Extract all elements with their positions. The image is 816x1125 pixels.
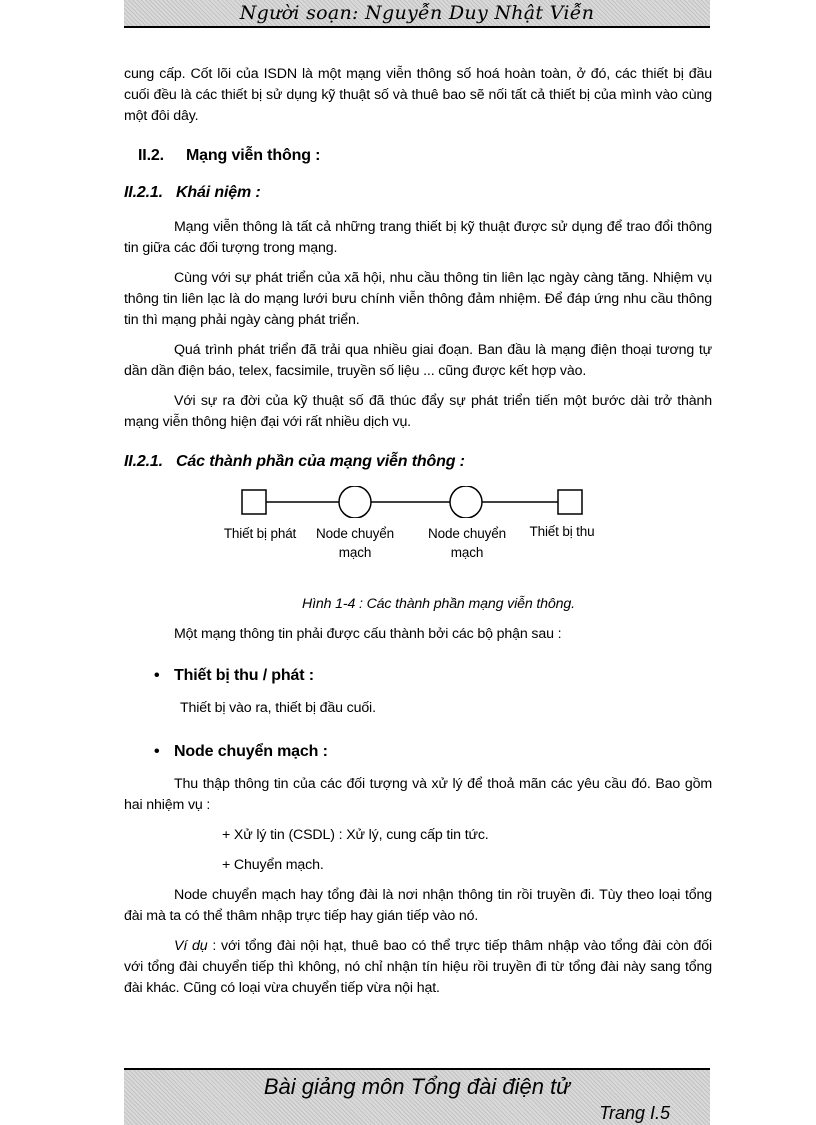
label-receiver: Thiết bị thu — [529, 524, 595, 539]
switch-node-circle — [339, 486, 371, 518]
bullet-dot: • — [154, 743, 160, 760]
bullet-transceiver — [154, 665, 712, 686]
subsection-number: II.2.1. — [124, 453, 163, 470]
bullet-switch-node — [154, 741, 712, 762]
label-transmitter: Thiết bị phát — [223, 526, 297, 541]
label-switch-node-1: Node chuyển mạch — [316, 526, 394, 560]
switch-node-circle — [450, 486, 482, 518]
bullet-title: Node chuyển mạch : — [174, 743, 328, 760]
subsection-title: Khái niệm : — [176, 184, 261, 201]
subsection-heading-concept — [124, 182, 712, 203]
network-diagram-graphic — [236, 486, 596, 518]
network-components-diagram — [124, 486, 712, 586]
paragraph-components: Một mạng thông tin phải được cấu thành bởi các bộ phận sau : — [174, 626, 562, 642]
label-switch-node-2: Node chuyển mạch — [428, 526, 506, 560]
page-footer — [124, 1068, 710, 1125]
receiver-box — [558, 490, 582, 514]
paragraph-exchange: Node chuyển mạch hay tổng đài là nơi nhận thông tin rồi truyền đi. Tùy theo loại tổng đài mà ta có thể thâm nhập trực tiếp hay gián tiếp vào nó. — [124, 887, 712, 924]
paragraph-definition: Mạng viễn thông là tất cả những trang thiết bị kỹ thuật được sử dụng để trao đổi thông tin giữa các đối tượng trong mạng. — [124, 219, 712, 256]
section-number: II.2. — [138, 147, 164, 164]
subsection-title: Các thành phần của mạng viễn thông : — [176, 453, 465, 470]
paragraph-example — [124, 936, 712, 999]
task-switching: + Chuyển mạch. — [222, 857, 324, 873]
paragraph-node-tasks: Thu thập thông tin của các đối tượng và xử lý để thoả mãn các yêu cầu đó. Bao gồm hai nhiệm vụ : — [124, 776, 712, 813]
author-line: Người soạn: Nguyễn Duy Nhật Viễn — [239, 2, 595, 24]
paragraph-history: Quá trình phát triển đã trải qua nhiều giai đoạn. Ban đầu là mạng điện thoại tương tự dần dần điện báo, telex, facsimile, truyền số liệu ... cũng được kết hợp vào. — [124, 342, 712, 379]
paragraph-digital: Với sự ra đời của kỹ thuật số đã thúc đẩy sự phát triển tiến một bước dài trở thành mạng viễn thông hiện đại với rất nhiều dịch vụ. — [124, 393, 712, 430]
bullet-title: Thiết bị thu / phát : — [174, 667, 314, 684]
example-label: Ví dụ — [174, 938, 208, 954]
transmitter-box — [242, 490, 266, 514]
section-heading-2-2 — [138, 145, 712, 166]
example-text: : với tổng đài nội hạt, thuê bao có thể trực tiếp thâm nhập vào tổng đài còn đối với tổng đài chuyển tiếp thì không, nó chỉ nhận tín hiệu rồi truyền đi từ tổng đài này sang tổng đài khác. Cũng có loại vừa chuyển tiếp vừa nội hạt. — [124, 938, 712, 996]
page-number: Trang I.5 — [599, 1103, 670, 1123]
page-header — [124, 0, 710, 28]
section-title: Mạng viễn thông : — [186, 147, 321, 164]
paragraph-transceiver: Thiết bị vào ra, thiết bị đầu cuối. — [180, 700, 376, 716]
bullet-dot: • — [154, 667, 160, 684]
page-content — [124, 64, 712, 999]
paragraph-intro: cung cấp. Cốt lõi của ISDN là một mạng viễn thông số hoá hoàn toàn, ở đó, các thiết bị đầu cuối đều là các thiết bị sử dụng kỹ thuật số và thuê bao sẽ nối tất cả thiết bị của mình vào cùng một đôi dây. — [124, 66, 712, 124]
subsection-number: II.2.1. — [124, 184, 163, 201]
course-title: Bài giảng môn Tổng đài điện tử — [263, 1074, 571, 1099]
task-processing: + Xử lý tin (CSDL) : Xử lý, cung cấp tin tức. — [222, 827, 489, 843]
figure-caption: Hình 1-4 : Các thành phần mạng viễn thông. — [302, 596, 575, 612]
paragraph-development: Cùng với sự phát triển của xã hội, nhu cầu thông tin liên lạc ngày càng tăng. Nhiệm vụ thông tin liên lạc là do mạng lưới bưu chính viễn thông đảm nhiệm. Để đáp ứng nhu cầu thông tin thì mạng phải ngày càng phát triển. — [124, 270, 712, 328]
subsection-heading-components — [124, 451, 712, 472]
